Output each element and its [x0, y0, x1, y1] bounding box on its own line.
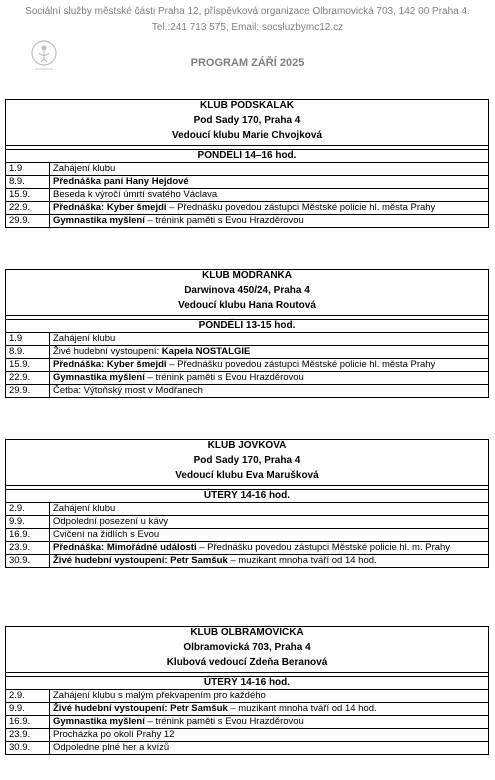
table-row: [6, 359, 489, 372]
event-title: Přednáška paní Hany Hejdové: [53, 176, 189, 187]
table-row: [6, 516, 489, 529]
table-row: [6, 346, 489, 359]
club-table-modranka: [5, 269, 489, 398]
club-address: Pod Sady 170, Praha 4: [193, 115, 301, 126]
event-description: – trénink paměti s Evou Hrazděrovou: [144, 716, 304, 727]
table-row: [6, 542, 489, 555]
table-row: [6, 202, 489, 215]
event-title: Živé hudební vystoupení: Petr Samšuk: [53, 555, 228, 566]
table-row: [6, 555, 489, 568]
event-description: Zahájení klubu: [53, 163, 116, 174]
event-date: 2.9.: [6, 690, 50, 703]
club-leader: Klubová vedoucí Zdeňa Beranová: [166, 657, 328, 668]
club-leader: Vedoucí klubu Marie Chvojková: [171, 130, 323, 141]
event-date: 30.9.: [6, 555, 50, 568]
club-header: [6, 627, 489, 673]
table-row: [6, 385, 489, 398]
event-date: 30.9.: [6, 742, 50, 755]
event-description: – muzikant mnoha tváří od 14 hod.: [227, 555, 377, 566]
event-date: 22.9.: [6, 372, 50, 385]
club-day: PONDĚLÍ 13-15 hod.: [6, 320, 489, 333]
event-date: 9.9.: [6, 703, 50, 716]
table-row: [6, 163, 489, 176]
club-header: [6, 270, 489, 316]
table-row: [6, 333, 489, 346]
club-header: [6, 100, 489, 146]
club-address: Darwinova 450/24, Praha 4: [184, 285, 310, 296]
event-date: 15.9.: [6, 359, 50, 372]
org-info-line: Sociální služby městské části Praha 12, příspěvková organizace Olbramovická 703, 142 00 Praha 4.: [25, 6, 470, 17]
event-date: 29.9.: [6, 385, 50, 398]
event-title: Přednáška: Kyber šmejdi: [53, 202, 167, 213]
event-title: Přednáška: Mimořádné události: [53, 542, 197, 553]
event-title: Kapela NOSTALGIE: [161, 346, 251, 357]
table-row: [6, 176, 489, 189]
table-row: [6, 372, 489, 385]
club-name: KLUB PODSKALÁK: [200, 100, 294, 111]
event-description: Četba: Výtoňský most v Modřanech: [53, 385, 203, 396]
event-date: 9.9.: [6, 516, 50, 529]
event-title: Přednáška: Kyber šmejdi: [53, 359, 167, 370]
club-leader: Vedoucí klubu Hana Routová: [178, 300, 316, 311]
club-day: ÚTERÝ 14-16 hod.: [6, 490, 489, 503]
table-row: [6, 716, 489, 729]
table-row: [6, 215, 489, 228]
table-row: [6, 742, 489, 755]
event-description: Zahájení klubu: [53, 503, 116, 514]
event-date: 8.9.: [6, 346, 50, 359]
page-header: [0, 0, 495, 100]
table-row: [6, 503, 489, 516]
event-description: – Přednášku povedou zástupci Městské policie hl. města Prahy: [166, 359, 436, 370]
event-date: 8.9.: [6, 176, 50, 189]
club-address: Olbramovická 703, Praha 4: [183, 642, 311, 653]
event-title: Gymnastika myšlení: [53, 716, 145, 727]
event-description: Odpolední posezení u kávy: [53, 516, 169, 527]
club-leader: Vedoucí klubu Eva Marušková: [175, 470, 319, 481]
club-table-podskalak: [5, 99, 489, 228]
club-address: Pod Sady 170, Praha 4: [193, 455, 301, 466]
event-date: 15.9.: [6, 189, 50, 202]
event-description: – trénink paměti s Evou Hrazděrovou: [144, 215, 304, 226]
event-date: 23.9.: [6, 542, 50, 555]
event-description: Odpoledne plné her a kvízů: [53, 742, 170, 753]
event-description: Procházka po okolí Prahy 12: [53, 729, 175, 740]
club-name: KLUB MODŘANKA: [202, 270, 292, 281]
event-date: 16.9.: [6, 529, 50, 542]
event-description: Cvičení na židlích s Evou: [53, 529, 160, 540]
club-header: [6, 440, 489, 486]
event-date: 1.9: [6, 163, 50, 176]
event-description: Beseda k výročí úmrtí svatého Václava: [53, 189, 218, 200]
table-row: [6, 703, 489, 716]
club-name: KLUB JOVKOVA: [207, 440, 287, 451]
club-table-olbramovicka: [5, 626, 489, 755]
table-row: [6, 189, 489, 202]
event-date: 16.9.: [6, 716, 50, 729]
event-date: 2.9.: [6, 503, 50, 516]
table-row: [6, 529, 489, 542]
event-title: Gymnastika myšlení: [53, 372, 145, 383]
event-description: Zahájení klubu s malým překvapením pro každého: [53, 690, 266, 701]
table-row: [6, 690, 489, 703]
event-description: – muzikant mnoha tváří od 14 hod.: [227, 703, 377, 714]
event-date: 23.9.: [6, 729, 50, 742]
event-date: 1.9: [6, 333, 50, 346]
program-title: PROGRAM ZÁŘÍ 2025: [190, 57, 305, 69]
event-description: – Přednášku povedou zástupci Městské policie hl. města Prahy: [166, 202, 436, 213]
event-description: Živé hudební vystoupení:: [53, 346, 162, 357]
event-date: 22.9.: [6, 202, 50, 215]
event-date: 29.9.: [6, 215, 50, 228]
event-description: Zahájení klubu: [53, 333, 116, 344]
event-title: Živé hudební vystoupení: Petr Samšuk: [53, 703, 228, 714]
event-description: – trénink paměti s Evou Hrazděrovou: [144, 372, 304, 383]
club-table-jovkova: [5, 439, 489, 568]
contact-line: Tel.:241 713 575, Email: socsluzbymc12.cz: [151, 22, 344, 33]
table-row: [6, 729, 489, 742]
club-day: ÚTERÝ 14-16 hod.: [6, 677, 489, 690]
event-description: – Přednášku povedou zástupci Městské policie hl. m. Prahy: [196, 542, 451, 553]
event-title: Gymnastika myšlení: [53, 215, 145, 226]
club-name: KLUB OLBRAMOVICKÁ: [190, 627, 304, 638]
club-day: PONDĚLÍ 14–16 hod.: [6, 150, 489, 163]
